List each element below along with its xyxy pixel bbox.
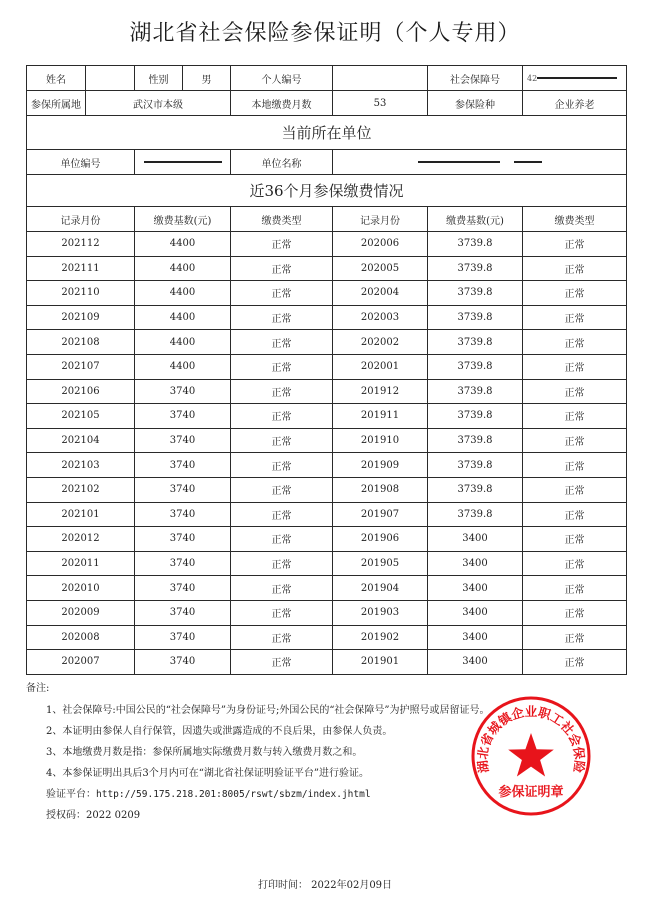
- print-time-label: 打印时间：: [257, 880, 308, 891]
- payment-base-cell: 3400: [428, 625, 523, 650]
- record-month-cell: 201902: [333, 625, 428, 650]
- personal-id-label: 个人编号: [231, 66, 333, 91]
- record-month-cell: 201907: [333, 502, 428, 527]
- personal-info-row-1: [27, 66, 627, 91]
- payment-type-cell: 正常: [231, 576, 333, 601]
- print-time-value: 2022年02月09日: [311, 880, 393, 891]
- table-row: [27, 379, 627, 404]
- record-month-cell: 202007: [27, 650, 135, 675]
- current-unit-header-row: [27, 116, 627, 150]
- column-header: 记录月份: [333, 207, 428, 232]
- verify-label: 验证平台：: [46, 789, 96, 800]
- auth-value: 2022 0209: [86, 810, 141, 821]
- payment-type-cell: 正常: [523, 650, 627, 675]
- unit-id-value: [135, 150, 231, 175]
- record-month-cell: 202104: [27, 428, 135, 453]
- payment-type-cell: 正常: [231, 650, 333, 675]
- column-header: 记录月份: [27, 207, 135, 232]
- record-month-cell: 201910: [333, 428, 428, 453]
- payment-type-cell: 正常: [231, 232, 333, 257]
- payment-type-cell: 正常: [231, 477, 333, 502]
- record-month-cell: 202011: [27, 551, 135, 576]
- payment-type-cell: 正常: [231, 281, 333, 306]
- record-month-cell: 202003: [333, 305, 428, 330]
- stamp-arc-text: 湖北省城镇企业职工社会保险: [474, 703, 588, 774]
- payment-type-cell: 正常: [523, 379, 627, 404]
- payment-type-cell: 正常: [231, 502, 333, 527]
- payment-base-cell: 3739.8: [428, 232, 523, 257]
- payment-type-cell: 正常: [231, 305, 333, 330]
- payment-base-cell: 4400: [135, 354, 231, 379]
- payment-base-cell: 3740: [135, 428, 231, 453]
- payment-base-cell: 3400: [428, 527, 523, 552]
- payment-base-cell: 3400: [428, 551, 523, 576]
- column-header: 缴费基数(元): [135, 207, 231, 232]
- personal-id-value: [333, 66, 428, 91]
- personal-info-row-2: [27, 91, 627, 116]
- payment-base-cell: 3740: [135, 650, 231, 675]
- record-month-cell: 202002: [333, 330, 428, 355]
- name-value: [86, 66, 135, 91]
- table-row: [27, 477, 627, 502]
- payment-type-cell: 正常: [523, 625, 627, 650]
- local-months-value: 53: [333, 91, 428, 116]
- gender-label: 性别: [135, 66, 183, 91]
- region-label: 参保所属地: [27, 91, 86, 116]
- name-label: 姓名: [27, 66, 86, 91]
- insurance-type-label: 参保险种: [428, 91, 523, 116]
- auth-label: 授权码：: [46, 810, 86, 821]
- payment-type-cell: 正常: [523, 404, 627, 429]
- record-month-cell: 202107: [27, 354, 135, 379]
- payment-base-cell: 3400: [428, 600, 523, 625]
- payment-base-cell: 3740: [135, 551, 231, 576]
- payment-type-cell: 正常: [523, 256, 627, 281]
- record-month-cell: 202112: [27, 232, 135, 257]
- table-row: [27, 502, 627, 527]
- record-month-cell: 202109: [27, 305, 135, 330]
- unit-name-redaction-2: [514, 161, 542, 163]
- unit-info-row: [27, 150, 627, 175]
- payment-base-cell: 3740: [135, 600, 231, 625]
- payment-base-cell: 3400: [428, 650, 523, 675]
- payment-base-cell: 3739.8: [428, 330, 523, 355]
- payment-type-cell: 正常: [231, 453, 333, 478]
- payment-base-cell: 3740: [135, 502, 231, 527]
- certificate-table: [26, 65, 627, 675]
- payment-base-cell: 3739.8: [428, 281, 523, 306]
- record-month-cell: 202006: [333, 232, 428, 257]
- payment-type-cell: 正常: [523, 527, 627, 552]
- record-month-cell: 202010: [27, 576, 135, 601]
- record-month-cell: 202103: [27, 453, 135, 478]
- payment-type-cell: 正常: [231, 600, 333, 625]
- payment-type-cell: 正常: [231, 379, 333, 404]
- payment-base-cell: 3740: [135, 379, 231, 404]
- payment-type-cell: 正常: [523, 551, 627, 576]
- payment-type-cell: 正常: [231, 256, 333, 281]
- unit-id-redaction: [144, 161, 222, 163]
- table-row: [27, 281, 627, 306]
- payment-type-cell: 正常: [231, 428, 333, 453]
- verify-url-link[interactable]: http://59.175.218.201:8005/rswt/sbzm/index.jhtml: [96, 789, 371, 800]
- record-month-cell: 202108: [27, 330, 135, 355]
- unit-name-value: [333, 150, 627, 175]
- region-value: 武汉市本级: [86, 91, 231, 116]
- payment-type-cell: 正常: [523, 330, 627, 355]
- note-item: 2、本证明由参保人自行保管，因遗失或泄露造成的不良后果，由参保人负责。: [46, 726, 393, 737]
- payment-type-cell: 正常: [523, 576, 627, 601]
- payments-body: [27, 232, 627, 675]
- payment-base-cell: 4400: [135, 232, 231, 257]
- record-month-cell: 202102: [27, 477, 135, 502]
- ssn-value: [523, 66, 627, 91]
- table-row: [27, 600, 627, 625]
- payment-base-cell: 4400: [135, 256, 231, 281]
- record-month-cell: 201908: [333, 477, 428, 502]
- record-month-cell: 202101: [27, 502, 135, 527]
- table-row: [27, 354, 627, 379]
- table-row: [27, 453, 627, 478]
- payment-base-cell: 3740: [135, 576, 231, 601]
- column-header: 缴费基数(元): [428, 207, 523, 232]
- column-header: 缴费类型: [523, 207, 627, 232]
- payment-base-cell: 3740: [135, 477, 231, 502]
- payment-type-cell: 正常: [523, 305, 627, 330]
- table-row: [27, 625, 627, 650]
- payment-type-cell: 正常: [523, 232, 627, 257]
- payment-base-cell: 3739.8: [428, 428, 523, 453]
- column-header: 缴费类型: [231, 207, 333, 232]
- record-month-cell: 202106: [27, 379, 135, 404]
- payment-base-cell: 3739.8: [428, 502, 523, 527]
- record-month-cell: 202009: [27, 600, 135, 625]
- payments-column-headers: [27, 207, 627, 232]
- table-row: [27, 650, 627, 675]
- payments-title: 近36个月参保缴费情况: [27, 175, 627, 207]
- gender-value: 男: [183, 66, 231, 91]
- payment-type-cell: 正常: [231, 625, 333, 650]
- payment-type-cell: 正常: [231, 551, 333, 576]
- payment-type-cell: 正常: [231, 404, 333, 429]
- note-item: 4、本参保证明出具后3个月内可在“湖北省社保证明验证平台”进行验证。: [46, 768, 369, 779]
- ssn-redaction: [537, 77, 617, 79]
- payments-header-row: [27, 175, 627, 207]
- payment-type-cell: 正常: [231, 527, 333, 552]
- table-row: [27, 256, 627, 281]
- record-month-cell: 201912: [333, 379, 428, 404]
- table-row: [27, 305, 627, 330]
- payment-base-cell: 3739.8: [428, 354, 523, 379]
- payment-base-cell: 3740: [135, 625, 231, 650]
- payment-base-cell: 4400: [135, 281, 231, 306]
- official-seal-stamp: [470, 695, 592, 817]
- record-month-cell: 202012: [27, 527, 135, 552]
- payment-type-cell: 正常: [231, 330, 333, 355]
- payment-type-cell: 正常: [523, 477, 627, 502]
- notes-label: 备注:: [26, 683, 50, 694]
- record-month-cell: 201906: [333, 527, 428, 552]
- record-month-cell: 201911: [333, 404, 428, 429]
- table-row: [27, 404, 627, 429]
- record-month-cell: 201901: [333, 650, 428, 675]
- table-row: [27, 428, 627, 453]
- record-month-cell: 202008: [27, 625, 135, 650]
- record-month-cell: 202001: [333, 354, 428, 379]
- note-item: 3、本地缴费月数是指：参保所属地实际缴费月数与转入缴费月数之和。: [46, 747, 363, 758]
- print-time: [0, 876, 650, 891]
- payment-base-cell: 3739.8: [428, 305, 523, 330]
- table-row: [27, 330, 627, 355]
- unit-name-label: 单位名称: [231, 150, 333, 175]
- payment-base-cell: 3400: [428, 576, 523, 601]
- document-title: 湖北省社会保险参保证明（个人专用）: [129, 21, 521, 46]
- payment-type-cell: 正常: [523, 502, 627, 527]
- record-month-cell: 202110: [27, 281, 135, 306]
- record-month-cell: 202004: [333, 281, 428, 306]
- record-month-cell: 202105: [27, 404, 135, 429]
- payment-type-cell: 正常: [231, 354, 333, 379]
- payment-type-cell: 正常: [523, 354, 627, 379]
- payment-base-cell: 3740: [135, 527, 231, 552]
- ssn-label: 社会保障号: [428, 66, 523, 91]
- unit-id-label: 单位编号: [27, 150, 135, 175]
- record-month-cell: 201903: [333, 600, 428, 625]
- table-row: [27, 576, 627, 601]
- payment-type-cell: 正常: [523, 600, 627, 625]
- table-row: [27, 232, 627, 257]
- record-month-cell: 201904: [333, 576, 428, 601]
- table-row: [27, 551, 627, 576]
- record-month-cell: 202005: [333, 256, 428, 281]
- payment-base-cell: 3740: [135, 453, 231, 478]
- record-month-cell: 201909: [333, 453, 428, 478]
- payment-type-cell: 正常: [523, 428, 627, 453]
- payment-base-cell: 3739.8: [428, 256, 523, 281]
- payment-base-cell: 4400: [135, 305, 231, 330]
- payment-base-cell: 3740: [135, 404, 231, 429]
- insurance-type-value: 企业养老: [523, 91, 627, 116]
- unit-name-redaction: [418, 161, 500, 163]
- payment-base-cell: 3739.8: [428, 379, 523, 404]
- payment-base-cell: 4400: [135, 330, 231, 355]
- ssn-prefix: 42: [527, 73, 538, 83]
- payment-base-cell: 3739.8: [428, 477, 523, 502]
- current-unit-title: 当前所在单位: [27, 116, 627, 150]
- payment-base-cell: 3739.8: [428, 404, 523, 429]
- local-months-label: 本地缴费月数: [231, 91, 333, 116]
- note-item: 1、社会保障号:中国公民的“社会保障号”为身份证号;外国公民的“社会保障号”为护照号或居留证号。: [46, 705, 490, 716]
- payment-type-cell: 正常: [523, 453, 627, 478]
- star-icon: [508, 733, 554, 777]
- table-row: [27, 527, 627, 552]
- record-month-cell: 201905: [333, 551, 428, 576]
- stamp-center-text: 参保证明章: [498, 785, 564, 800]
- payment-type-cell: 正常: [523, 281, 627, 306]
- payment-base-cell: 3739.8: [428, 453, 523, 478]
- record-month-cell: 202111: [27, 256, 135, 281]
